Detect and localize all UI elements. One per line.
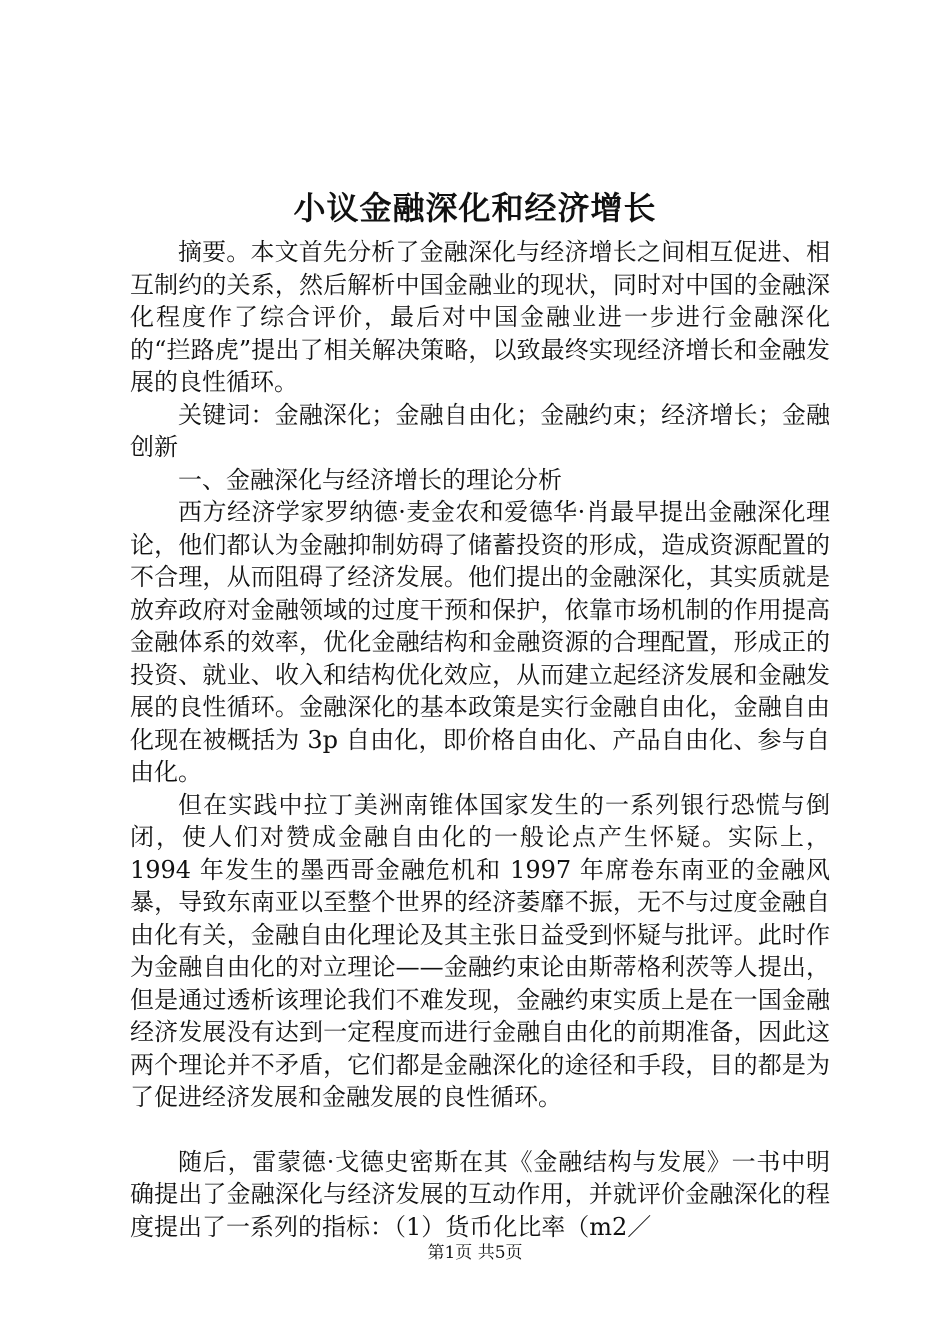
document-title: 小议金融深化和经济增长 [293,189,657,227]
section-heading: 一、金融深化与经济增长的理论分析 [178,465,562,494]
body-paragraph: 随后，雷蒙德·戈德史密斯在其《金融结构与发展》一书中明确提出了金融深化与经济发展的互动作用，并就评价金融深化的程度提出了一系列的指标：（1）货币化比率（m2／ [130,1147,830,1241]
page-footer: 第1页 共5页 [427,1243,523,1263]
document-body [130,236,830,1243]
abstract-paragraph: 摘要。本文首先分析了金融深化与经济增长之间相互促进、相互制约的关系，然后解析中国金融业的现状，同时对中国的金融深化程度作了综合评价，最后对中国金融业进一步进行金融深化的“拦路虎”提出了相关解决策略，以致最终实现经济增长和金融发展的良性循环。 [130,238,830,396]
keywords-paragraph: 关键词：金融深化；金融自由化；金融约束；经济增长；金融创新 [130,400,830,461]
body-paragraph: 西方经济学家罗纳德·麦金农和爱德华·肖最早提出金融深化理论，他们都认为金融抑制妨碍了储蓄投资的形成，造成资源配置的不合理，从而阻碍了经济发展。他们提出的金融深化，其实质就是放弃政府对金融领域的过度干预和保护，依靠市场机制的作用提高金融体系的效率，优化金融结构和金融资源的合理配置，形成正的投资、就业、收入和结构优化效应，从而建立起经济发展和金融发展的良性循环。金融深化的基本政策是实行金融自由化，金融自由化现在被概括为 3p 自由化，即价格自由化、产品自由化、参与自由化。 [130,498,830,786]
body-paragraph: 但在实践中拉丁美洲南锥体国家发生的一系列银行恐慌与倒闭，使人们对赞成金融自由化的一般论点产生怀疑。实际上，1994 年发生的墨西哥金融危机和 1997 年席卷东南亚的金融风暴，导致东南亚以至整个世界的经济萎靡不振，无不与过度金融自由化有关，金融自由化理论及其主张日益受到怀疑与批评。此时作为金融自由化的对立理论——金融约束论由斯蒂格利茨等人提出，但是通过透析该理论我们不难发现，金融约束实质上是在一国金融经济发展没有达到一定程度而进行金融自由化的前期准备，因此这两个理论并不矛盾，它们都是金融深化的途径和手段，目的都是为了促进经济发展和金融发展的良性循环。 [130,790,830,1111]
